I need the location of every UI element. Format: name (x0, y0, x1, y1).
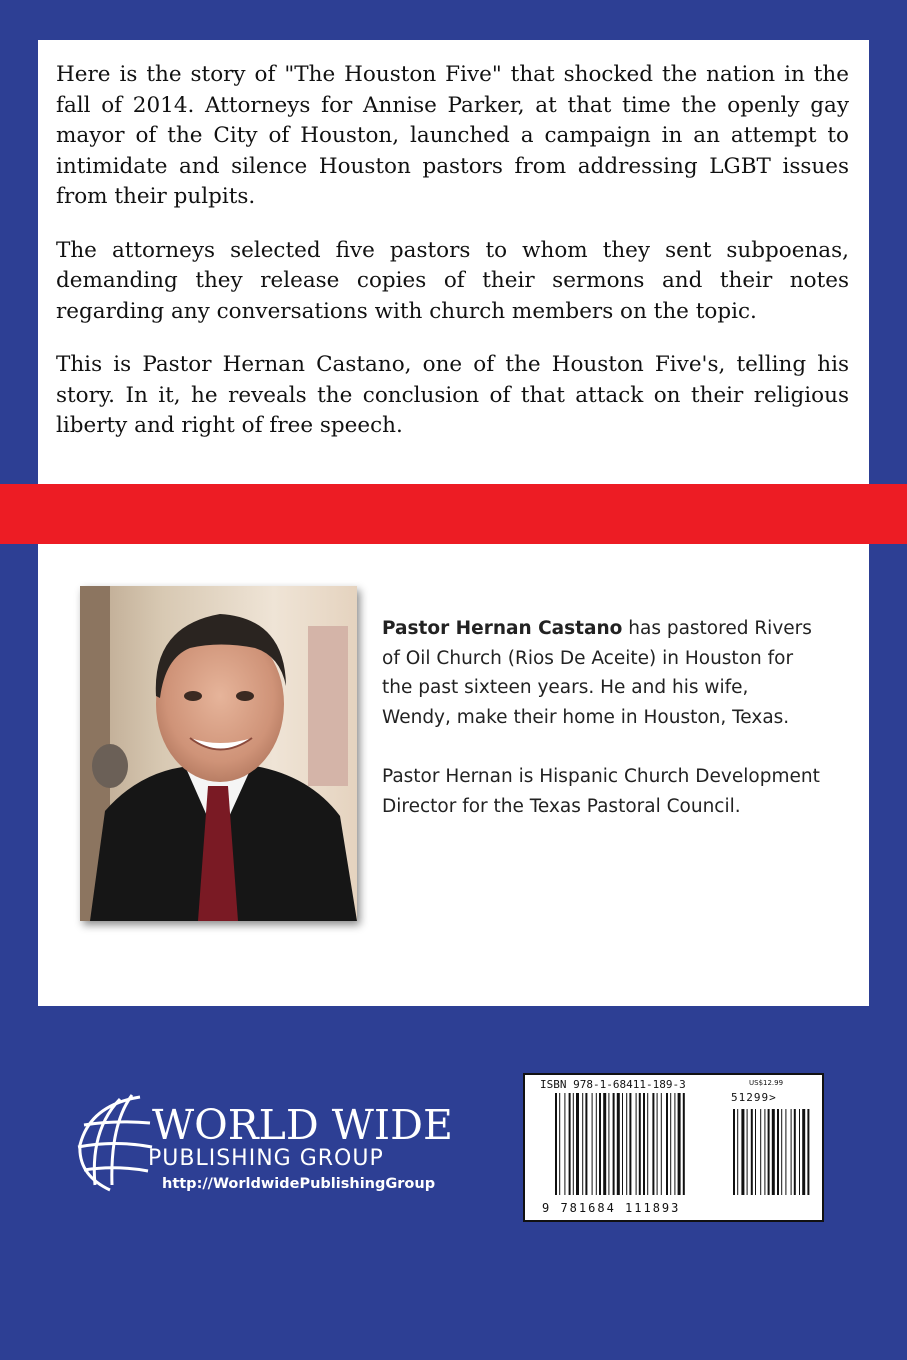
author-bio (382, 614, 822, 851)
barcode-bar (666, 1093, 668, 1195)
ean-number: 9 781684 111893 (542, 1201, 681, 1215)
price-addon-label: 51299> (731, 1091, 777, 1104)
barcode-bar (559, 1093, 560, 1195)
addon-bar (737, 1109, 738, 1195)
publisher-logo (70, 1085, 470, 1200)
barcode-bar (582, 1093, 583, 1195)
bio-paragraph-2: Pastor Hernan is Hispanic Church Development Director for the Texas Pastoral Council. (382, 766, 820, 817)
addon-bar (768, 1109, 770, 1195)
barcode-bar (643, 1093, 645, 1195)
addon-bar (781, 1109, 782, 1195)
barcode-bar (576, 1093, 579, 1195)
addon-bar (799, 1109, 800, 1195)
book-description (56, 60, 849, 465)
barcode-bar (652, 1093, 654, 1195)
isbn-barcode (523, 1073, 824, 1222)
addon-bar (755, 1109, 756, 1195)
barcode-bar (683, 1093, 685, 1195)
barcode-bar (608, 1093, 609, 1195)
barcode-bar (626, 1093, 627, 1195)
bio-paragraph-1 (382, 614, 822, 732)
addon-bar (785, 1109, 786, 1195)
barcode-bar (599, 1093, 601, 1195)
barcode-bar (674, 1093, 675, 1195)
barcode-bar (661, 1093, 662, 1195)
barcode-bar (678, 1093, 681, 1195)
barcode-bar (596, 1093, 597, 1195)
barcode-bar (592, 1093, 593, 1195)
publisher-subtitle: PUBLISHING GROUP (148, 1146, 384, 1171)
barcode-bar (585, 1093, 587, 1195)
barcode-bar (636, 1093, 637, 1195)
price-label: US$12.99 (749, 1079, 784, 1087)
barcode-bar (647, 1093, 648, 1195)
description-paragraph-3: This is Pastor Hernan Castano, one of the Houston Five's, telling his story. In it, he reveals the conclusion of that attack on their religious liberty and right of free speech. (56, 352, 849, 438)
barcode-bar (622, 1093, 623, 1195)
description-panel (38, 40, 869, 484)
author-name: Pastor Hernan Castano (382, 618, 623, 639)
red-divider-band (0, 484, 907, 544)
barcode-bar (657, 1093, 658, 1195)
barcode-bar (613, 1093, 615, 1195)
description-paragraph-1: Here is the story of "The Houston Five" that shocked the nation in the fall of 2014. Attorneys for Annise Parker, at that time the openly gay mayor of the City of Houston, launched a campaign in an attempt to intimidate and silence Houston pastors from addressing LGBT issues from their pulpits. (56, 62, 849, 209)
barcode-bar (639, 1093, 641, 1195)
author-bio-panel (38, 544, 869, 1006)
barcode-bar (564, 1093, 565, 1195)
barcode-bar (569, 1093, 571, 1195)
bio-paragraph-1-text: has pastored Rivers of Oil Church (Rios De Aceite) in Houston for the past sixteen years. He and his wife, Wendy, make their home in Houston, Texas. (382, 618, 812, 728)
barcode-bars (555, 1093, 815, 1201)
barcode-bar (573, 1093, 574, 1195)
barcode-bar (603, 1093, 606, 1195)
barcode-bar (617, 1093, 620, 1195)
description-paragraph-2: The attorneys selected five pastors to whom they sent subpoenas, demanding they release copies of their sermons and their notes regarding any conversations with church members on the topic. (56, 237, 849, 324)
barcode-bar (555, 1093, 557, 1195)
addon-bar (791, 1109, 792, 1195)
publisher-url: http://WorldwidePublishingGroup (162, 1176, 436, 1192)
publisher-name: WORLD WIDE (152, 1101, 453, 1149)
addon-bar (802, 1109, 805, 1195)
barcode-bar (670, 1093, 671, 1195)
addon-bar (794, 1109, 796, 1195)
barcode-bar (629, 1093, 631, 1195)
addon-bar (747, 1109, 748, 1195)
addon-bar (777, 1109, 779, 1195)
addon-bar (760, 1109, 761, 1195)
addon-bar (772, 1109, 775, 1195)
globe-icon (70, 1085, 160, 1195)
author-photo (80, 586, 357, 921)
isbn-label: ISBN 978-1-68411-189-3 (540, 1078, 686, 1091)
addon-bar (764, 1109, 765, 1195)
addon-bar (741, 1109, 744, 1195)
addon-bar (733, 1109, 735, 1195)
addon-bar (751, 1109, 753, 1195)
addon-bar (807, 1109, 809, 1195)
